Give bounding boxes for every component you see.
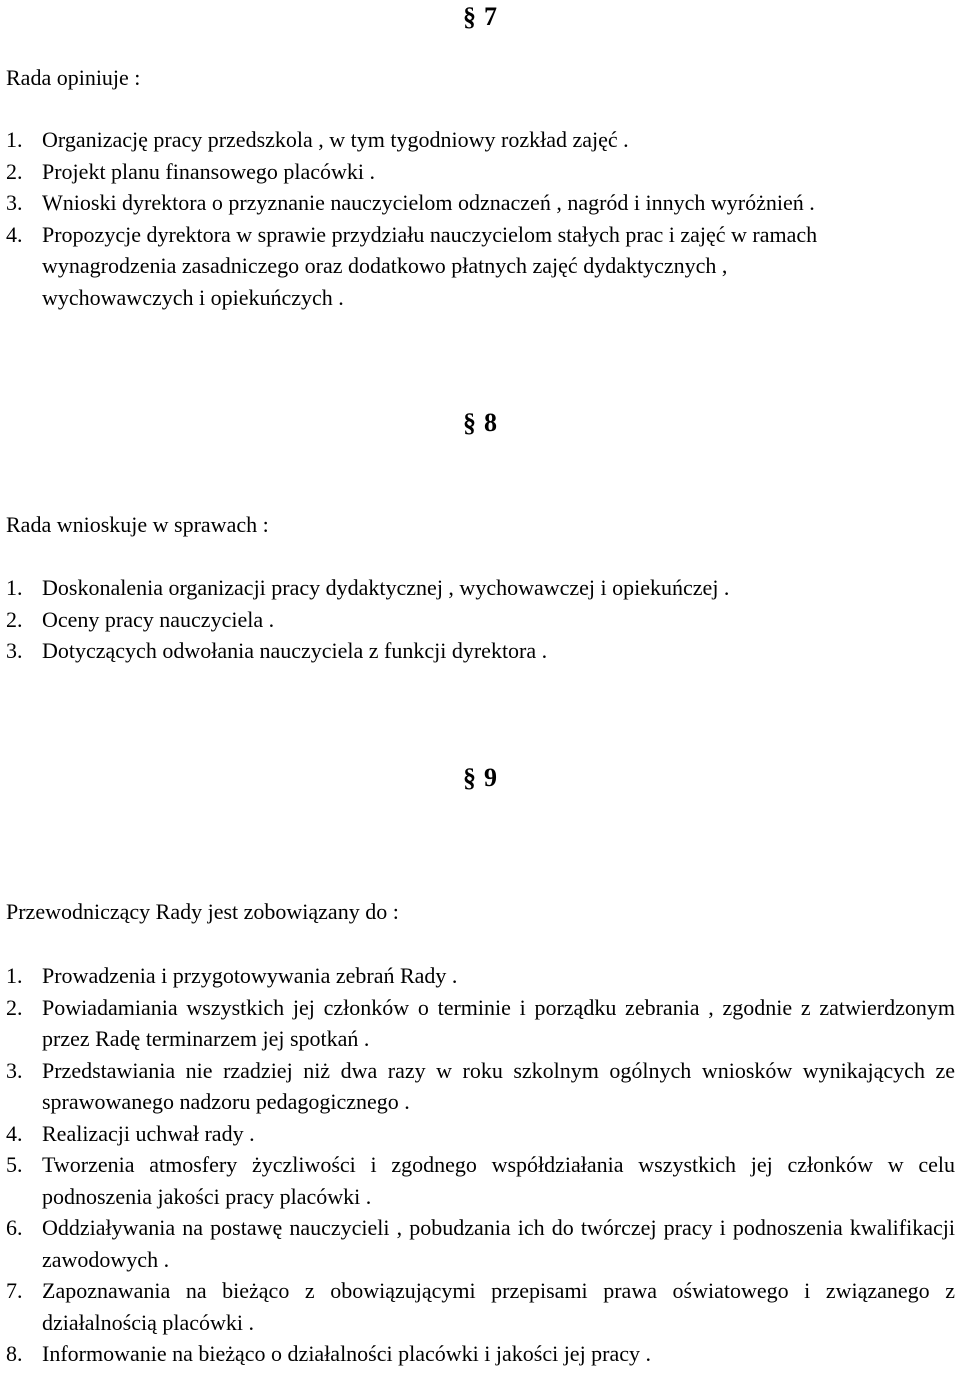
section-heading-9 bbox=[463, 763, 497, 793]
item-number: 8. bbox=[6, 1341, 23, 1366]
section-number: 7 bbox=[484, 2, 497, 31]
list-item bbox=[0, 219, 850, 314]
section-intro: Rada opiniuje : bbox=[6, 65, 141, 90]
section-number: 9 bbox=[484, 763, 497, 792]
list-item bbox=[0, 1212, 955, 1275]
section-symbol: § bbox=[463, 408, 476, 437]
item-number: 3. bbox=[6, 190, 23, 215]
item-text: Dotyczących odwołania nauczyciela z funkcji dyrektora . bbox=[42, 638, 548, 663]
section-heading-7 bbox=[463, 2, 497, 32]
item-number: 2. bbox=[6, 994, 23, 1020]
section-heading-8 bbox=[463, 408, 497, 438]
section-intro: Przewodniczący Rady jest zobowiązany do : bbox=[6, 899, 399, 924]
item-text: Propozycje dyrektora w sprawie przydziału nauczycielom stałych prac i zajęć w ramach wynagrodzenia zasadniczego oraz dodatkowo płatnych zajęć dydaktycznych , wychowawczych i opiekuńczych . bbox=[42, 221, 818, 310]
list-item bbox=[0, 1338, 955, 1370]
item-text: Zapoznawania na bieżąco z obowiązującymi przepisami prawa oświatowego i związanego z działalnością placówki . bbox=[42, 1278, 955, 1335]
item-number: 2. bbox=[6, 606, 23, 632]
item-number: 3. bbox=[6, 1057, 23, 1083]
section-symbol: § bbox=[463, 2, 476, 31]
item-text: Powiadamiania wszystkich jej członków o terminie i porządku zebrania , zgodnie z zatwierdzonym przez Radę terminarzem jej spotkań . bbox=[42, 994, 955, 1051]
list-item bbox=[0, 1055, 955, 1118]
item-text: Informowanie na bieżąco o działalności placówki i jakości jej pracy . bbox=[42, 1341, 652, 1366]
section-8-list bbox=[0, 572, 955, 667]
list-item bbox=[0, 187, 867, 219]
item-text: Realizacji uchwał rady . bbox=[42, 1120, 255, 1146]
list-item bbox=[0, 572, 955, 604]
list-item bbox=[0, 124, 955, 156]
item-text: Wnioski dyrektora o przyznanie nauczycielom odznaczeń , nagród i innych wyróżnień . bbox=[42, 190, 815, 215]
list-item bbox=[0, 1149, 955, 1212]
list-item bbox=[0, 960, 955, 992]
item-number: 1. bbox=[6, 575, 23, 600]
item-number: 5. bbox=[6, 1152, 23, 1177]
item-number: 2. bbox=[6, 158, 23, 184]
item-number: 4. bbox=[6, 1120, 23, 1146]
item-text: Oceny pracy nauczyciela . bbox=[42, 606, 275, 632]
item-text: Tworzenia atmosfery życzliwości i zgodnego współdziałania wszystkich jej członków w celu podnoszenia jakości pracy placówki . bbox=[42, 1152, 955, 1209]
item-text: Doskonalenia organizacji pracy dydaktycznej , wychowawczej i opiekuńczej . bbox=[42, 575, 730, 600]
list-item bbox=[0, 604, 955, 636]
list-item bbox=[0, 1275, 955, 1338]
section-number: 8 bbox=[484, 408, 497, 437]
item-text: Przedstawiania nie rzadziej niż dwa razy w roku szkolnym ogólnych wniosków wynikających ze sprawowanego nadzoru pedagogicznego . bbox=[42, 1057, 955, 1114]
section-symbol: § bbox=[463, 763, 476, 792]
section-intro: Rada wnioskuje w sprawach : bbox=[6, 512, 269, 537]
list-item bbox=[0, 992, 955, 1055]
item-number: 3. bbox=[6, 638, 23, 663]
list-item bbox=[0, 156, 955, 188]
section-7-list bbox=[0, 124, 955, 313]
item-text: Oddziaływania na postawę nauczycieli , pobudzania ich do twórczej pracy i podnoszenia kwalifikacji zawodowych . bbox=[42, 1215, 955, 1272]
item-number: 6. bbox=[6, 1215, 23, 1240]
item-number: 7. bbox=[6, 1278, 23, 1303]
item-text: Prowadzenia i przygotowywania zebrań Rady . bbox=[42, 963, 458, 988]
list-item bbox=[0, 1118, 955, 1150]
item-number: 4. bbox=[6, 221, 23, 247]
item-number: 1. bbox=[6, 963, 23, 988]
item-text: Projekt planu finansowego placówki . bbox=[42, 158, 375, 184]
item-number: 1. bbox=[6, 127, 23, 152]
section-9-list bbox=[0, 960, 955, 1370]
item-text: Organizację pracy przedszkola , w tym tygodniowy rozkład zajęć . bbox=[42, 127, 629, 152]
list-item bbox=[0, 635, 955, 667]
